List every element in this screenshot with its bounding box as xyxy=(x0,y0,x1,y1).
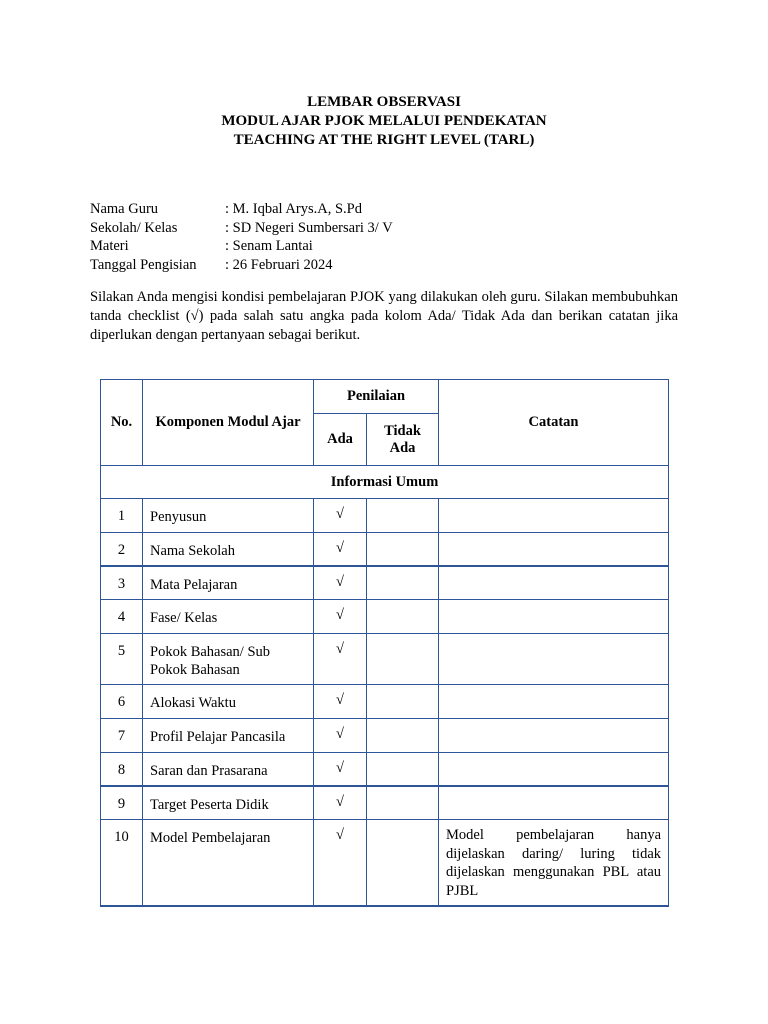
row-component: Profil Pelajar Pancasila xyxy=(143,719,314,753)
row-check-ada: √ xyxy=(314,753,367,786)
table-row xyxy=(101,566,669,600)
row-note xyxy=(439,499,669,533)
header-notes: Catatan xyxy=(439,380,669,466)
intro-paragraph: Silakan Anda mengisi kondisi pembelajaran PJOK yang dilakukan oleh guru. Silakan membubuhkan tanda checklist (√) pada salah satu angka pada kolom Ada/ Tidak Ada dan berikan catatan jika diperlukan dengan pertanyaan sebagai berikut. xyxy=(90,289,678,343)
row-component: Nama Sekolah xyxy=(143,533,314,566)
info-label: Materi xyxy=(90,238,129,254)
row-check-ada: √ xyxy=(314,719,367,753)
info-value: : 26 Februari 2024 xyxy=(225,256,333,273)
row-component: Fase/ Kelas xyxy=(143,600,314,634)
table-row xyxy=(101,753,669,786)
info-row-material xyxy=(90,237,393,256)
section-title: Informasi Umum xyxy=(101,466,669,499)
info-label: Tanggal Pengisian xyxy=(90,256,197,273)
info-row-teacher xyxy=(90,200,393,219)
row-note xyxy=(439,533,669,566)
row-number: 1 xyxy=(101,499,143,533)
row-component: Target Peserta Didik xyxy=(143,786,314,820)
row-note xyxy=(439,786,669,820)
table-row xyxy=(101,499,669,533)
row-check-tidak-ada xyxy=(367,685,439,719)
row-component: Pokok Bahasan/ Sub Pokok Bahasan xyxy=(143,634,314,685)
info-label: Sekolah/ Kelas xyxy=(90,219,178,236)
teacher-info xyxy=(90,200,393,274)
row-note xyxy=(439,753,669,786)
header-component: Komponen Modul Ajar xyxy=(143,380,314,466)
header-row-1 xyxy=(101,380,669,414)
info-row-date xyxy=(90,256,393,275)
info-value: : M. Iqbal Arys.A, S.Pd xyxy=(225,201,362,217)
document-title xyxy=(0,93,768,150)
table-row xyxy=(101,719,669,753)
row-note xyxy=(439,566,669,600)
row-check-ada: √ xyxy=(314,533,367,566)
row-check-tidak-ada xyxy=(367,566,439,600)
table-body xyxy=(101,499,669,906)
table-row xyxy=(101,600,669,634)
table-row xyxy=(101,685,669,719)
row-number: 4 xyxy=(101,600,143,634)
row-number: 6 xyxy=(101,685,143,719)
row-number: 8 xyxy=(101,753,143,786)
row-number: 10 xyxy=(101,820,143,906)
row-note xyxy=(439,719,669,753)
table-row xyxy=(101,634,669,685)
row-check-tidak-ada xyxy=(367,786,439,820)
title-line-3: TEACHING AT THE RIGHT LEVEL (TARL) xyxy=(233,132,535,148)
row-component: Model Pembelajaran xyxy=(143,820,314,906)
row-check-tidak-ada xyxy=(367,499,439,533)
row-component: Saran dan Prasarana xyxy=(143,753,314,786)
info-label: Nama Guru xyxy=(90,201,159,217)
header-assessment: Penilaian xyxy=(314,380,439,414)
table-row xyxy=(101,533,669,566)
row-check-tidak-ada xyxy=(367,634,439,685)
header-yes: Ada xyxy=(314,414,367,466)
header-no-ada: Tidak Ada xyxy=(367,414,439,466)
row-component: Alokasi Waktu xyxy=(143,685,314,719)
row-check-ada: √ xyxy=(314,685,367,719)
row-note xyxy=(439,600,669,634)
row-check-ada: √ xyxy=(314,786,367,820)
title-line-1: LEMBAR OBSERVASI xyxy=(307,94,461,110)
row-check-tidak-ada xyxy=(367,600,439,634)
info-value: : Senam Lantai xyxy=(225,238,313,254)
row-number: 5 xyxy=(101,634,143,685)
row-check-ada: √ xyxy=(314,600,367,634)
row-check-tidak-ada xyxy=(367,753,439,786)
row-check-tidak-ada xyxy=(367,820,439,906)
info-row-school xyxy=(90,219,393,238)
title-line-2: MODUL AJAR PJOK MELALUI PENDEKATAN xyxy=(221,113,547,129)
row-number: 2 xyxy=(101,533,143,566)
header-no: No. xyxy=(101,380,143,466)
row-note: Model pembelajaran hanya dijelaskan daring/ luring tidak dijelaskan menggunakan PBL atau PJBL xyxy=(439,820,669,906)
observation-table xyxy=(100,379,669,907)
row-note xyxy=(439,685,669,719)
row-note xyxy=(439,634,669,685)
row-component: Penyusun xyxy=(143,499,314,533)
row-check-tidak-ada xyxy=(367,533,439,566)
info-value: : SD Negeri Sumbersari 3/ V xyxy=(225,219,393,236)
row-number: 9 xyxy=(101,786,143,820)
table-row xyxy=(101,820,669,906)
row-check-ada: √ xyxy=(314,634,367,685)
row-number: 3 xyxy=(101,566,143,600)
section-row xyxy=(101,466,669,499)
row-check-ada: √ xyxy=(314,820,367,906)
row-check-tidak-ada xyxy=(367,719,439,753)
row-component: Mata Pelajaran xyxy=(143,566,314,600)
row-check-ada: √ xyxy=(314,566,367,600)
row-number: 7 xyxy=(101,719,143,753)
row-check-ada: √ xyxy=(314,499,367,533)
table-row xyxy=(101,786,669,820)
